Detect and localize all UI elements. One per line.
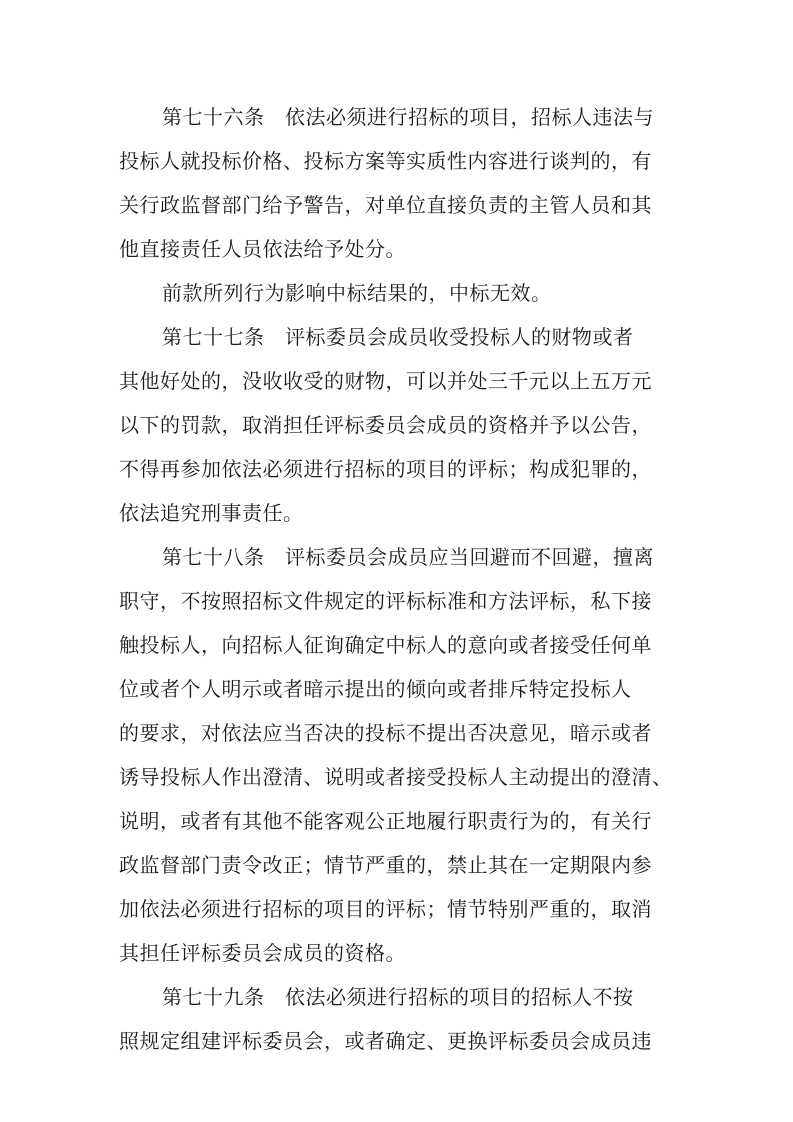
article-78-line-9: 加依法必须进行招标的项目的评标；情节特别严重的，取消 (119, 897, 652, 921)
article-77-line-3: 以下的罚款，取消担任评标委员会成员的资格并予以公告， (119, 413, 652, 437)
article-78-line-5: 的要求，对依法应当否决的投标不提出否决意见，暗示或者 (119, 721, 652, 745)
article-78-line-4: 位或者个人明示或者暗示提出的倾向或者排斥特定投标人 (119, 677, 632, 701)
article-78-line-7: 说明，或者有其他不能客观公正地履行职责行为的，有关行 (119, 809, 652, 833)
article-79-line-2: 照规定组建评标委员会，或者确定、更换评标委员会成员违 (119, 1029, 652, 1053)
article-78-line-2: 职守，不按照招标文件规定的评标标准和方法评标，私下接 (119, 589, 652, 613)
article-76-line-1: 第七十六条 依法必须进行招标的项目，招标人违法与 (162, 105, 654, 129)
article-77-line-4: 不得再参加依法必须进行招标的项目的评标；构成犯罪的， (119, 457, 652, 481)
article-78-line-10: 其担任评标委员会成员的资格。 (119, 941, 406, 965)
article-77-line-2: 其他好处的，没收收受的财物，可以并处三千元以上五万元 (119, 369, 652, 393)
article-79-line-1: 第七十九条 依法必须进行招标的项目的招标人不按 (162, 985, 634, 1009)
article-77-line-5: 依法追究刑事责任。 (119, 501, 304, 525)
article-76-para-2: 前款所列行为影响中标结果的，中标无效。 (162, 281, 552, 305)
article-78-line-3: 触投标人，向招标人征询确定中标人的意向或者接受任何单 (119, 633, 652, 657)
article-76-line-4: 他直接责任人员依法给予处分。 (119, 237, 406, 261)
article-78-line-6: 诱导投标人作出澄清、说明或者接受投标人主动提出的澄清、 (119, 765, 673, 789)
article-78-line-8: 政监督部门责令改正；情节严重的，禁止其在一定期限内参 (119, 853, 652, 877)
article-78-line-1: 第七十八条 评标委员会成员应当回避而不回避，擅离 (162, 545, 654, 569)
article-77-line-1: 第七十七条 评标委员会成员收受投标人的财物或者 (162, 325, 634, 349)
article-76-line-2: 投标人就投标价格、投标方案等实质性内容进行谈判的，有 (119, 149, 652, 173)
article-76-line-3: 关行政监督部门给予警告，对单位直接负责的主管人员和其 (119, 193, 652, 217)
